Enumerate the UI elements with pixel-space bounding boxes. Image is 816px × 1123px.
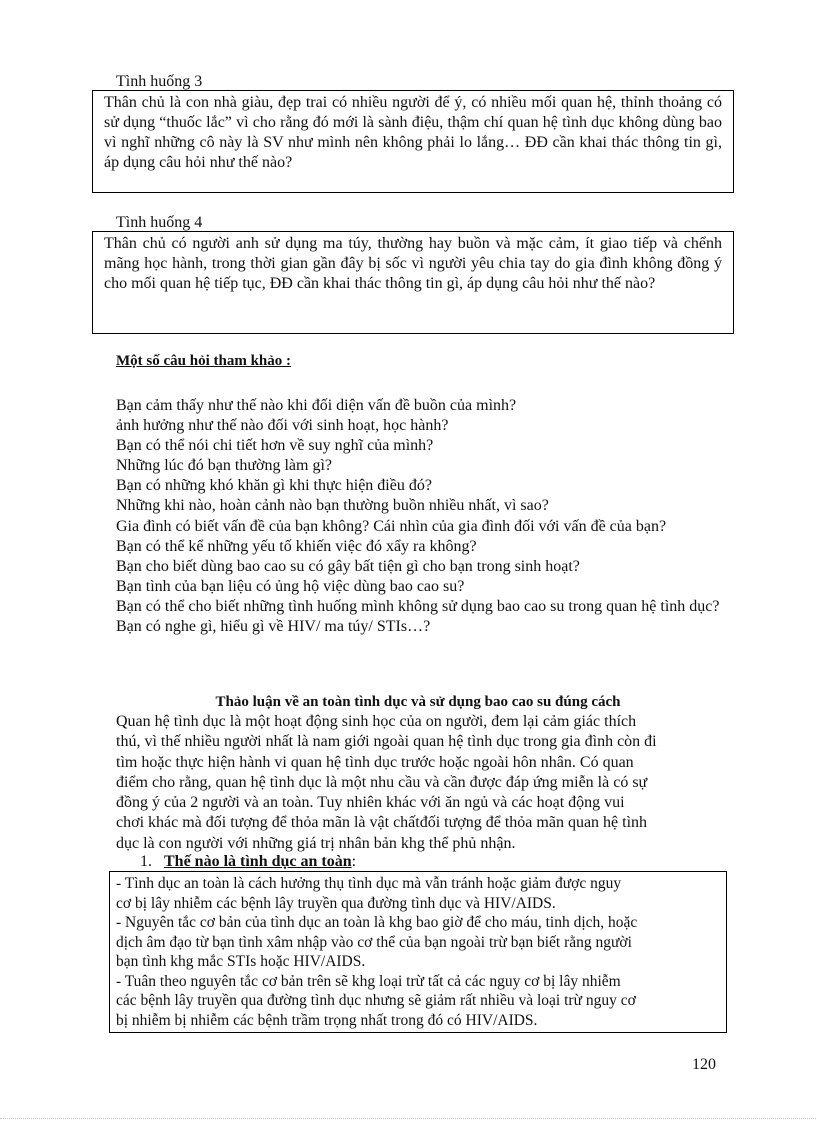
discussion-line: thú, vì thế nhiều người nhất là nam giới ngoài quan hệ tình dục trong gia đình còn đi bbox=[116, 733, 657, 751]
question-item: Những lúc đó bạn thường làm gì? bbox=[116, 457, 332, 475]
safe-sex-line: cơ bị lây nhiễm các bệnh lây truyền qua đường tình dục và HIV/AIDS. bbox=[116, 894, 556, 912]
case4-label: Tình huống 4 bbox=[116, 214, 203, 231]
question-item: Bạn có nghe gì, hiểu gì về HIV/ ma túy/ STIs…? bbox=[116, 618, 431, 636]
question-item: Bạn cho biết dùng bao cao su có gây bất tiện gì cho bạn trong sinh hoạt? bbox=[116, 557, 580, 575]
question-item: Bạn tình của bạn liệu có ủng hộ việc dùng bao cao su? bbox=[116, 577, 465, 595]
discussion-line: Quan hệ tình dục là một hoạt động sinh học của on người, đem lại cảm giác thích bbox=[116, 713, 637, 730]
section-1-heading bbox=[140, 853, 356, 871]
case4-box bbox=[92, 231, 734, 334]
safe-sex-line: - Tuân theo nguyên tắc cơ bản trên sẽ khg loại trừ tất cả các nguy cơ bị lây nhiễm bbox=[116, 972, 621, 990]
section-1-number: 1. bbox=[140, 853, 152, 870]
question-item: ảnh hưởng như thế nào đối với sinh hoạt, học hành? bbox=[116, 417, 449, 435]
question-item: Bạn cảm thấy như thế nào khi đối diện vấn đề buồn của mình? bbox=[116, 397, 517, 414]
section-1-colon: : bbox=[351, 853, 357, 870]
discussion-line: dục là con người với những giá trị nhân bản khg thể phủ nhận. bbox=[116, 834, 516, 852]
question-item: Bạn có thể kể những yếu tố khiến việc đó xẩy ra không? bbox=[116, 537, 477, 555]
case3-box bbox=[92, 90, 734, 193]
question-item: Bạn có thể nói chi tiết hơn về suy nghĩ của mình? bbox=[116, 437, 434, 455]
safe-sex-line: - Tình dục an toàn là cách hưởng thụ tình dục mà vẫn tránh hoặc giảm được nguy bbox=[116, 875, 622, 892]
question-item: Những khi nào, hoàn cảnh nào bạn thường buồn nhiều nhất, vì sao? bbox=[116, 497, 549, 515]
safe-sex-line: bạn tình khg mắc STIs hoặc HIV/AIDS. bbox=[116, 953, 366, 970]
safe-sex-line: dịch âm đạo từ bạn tình xâm nhập vào cơ thể của bạn ngoài trừ bạn biết rằng người bbox=[116, 933, 632, 951]
discussion-line: tìm hoặc thực hiện hành vi quan hệ tình dục trước hoặc ngoài hôn nhân. Có quan bbox=[116, 753, 634, 771]
discussion-title: Thảo luận về an toàn tình dục và sử dụng bao cao su đúng cách bbox=[215, 694, 621, 710]
safe-sex-line: các bệnh lây truyền qua đường tình dục nhưng sẽ giảm rất nhiều và loại trừ nguy cơ bbox=[116, 992, 636, 1009]
safe-sex-box bbox=[109, 871, 727, 1033]
discussion-line: điểm cho rằng, quan hệ tình dục là một nhu cầu và cần được đáp ứng miễn là có sự bbox=[116, 773, 648, 791]
safe-sex-line: bị nhiễm bị nhiễm các bệnh trầm trọng nhất trong đó có HIV/AIDS. bbox=[116, 1011, 538, 1029]
section-1-title: Thế nào là tình dục an toàn bbox=[164, 853, 352, 870]
page-number: 120 bbox=[692, 1056, 716, 1073]
question-item: Bạn có những khó khăn gì khi thực hiện điều đó? bbox=[116, 477, 432, 495]
discussion-line: chơi khác mà đối tượng để thỏa mãn là vật chấtđối tượng để thỏa mãn quan hệ tình bbox=[116, 814, 648, 832]
case3-text: Thân chủ là con nhà giàu, đẹp trai có nhiều người để ý, có nhiều mối quan hệ, thỉnh thoảng có sử dụng “thuốc lắc” vì cho rằng đó mới là sành điệu, thậm chí quan hệ tình dục không dùng bao vì nghĩ những cô này là SV như mình nên không phải lo lắng… ĐĐ cần khai thác thông tin gì, áp dụng câu hỏi như thế nào? bbox=[104, 94, 722, 171]
discussion-line: đồng ý của 2 người và an toàn. Tuy nhiên khác với ăn ngủ và các hoạt động vui bbox=[116, 794, 625, 812]
case4-text: Thân chủ có người anh sử dụng ma túy, thường hay buồn và mặc cảm, ít giao tiếp và chểnh mãng học hành, trong thời gian gần đây bị sốc vì người yêu chia tay do gia đình không đồng ý cho mối quan hệ tiếp tục, ĐĐ cần khai thác thông tin gì, áp dụng câu hỏi như thế nào? bbox=[104, 235, 722, 292]
safe-sex-line: - Nguyên tắc cơ bản của tình dục an toàn là khg bao giờ để cho máu, tinh dịch, hoặc bbox=[116, 914, 638, 931]
case3-label: Tình huống 3 bbox=[116, 73, 203, 90]
discussion-body bbox=[116, 712, 726, 854]
question-list bbox=[116, 396, 720, 637]
references-title: Một số câu hỏi tham khảo : bbox=[116, 353, 292, 369]
question-item: Bạn có thể cho biết những tình huống mình không sử dụng bao cao su trong quan hệ tình dục? bbox=[116, 597, 720, 615]
question-item: Gia đình có biết vấn đề của bạn không? Cái nhìn của gia đình đối với vấn đề của bạn? bbox=[116, 517, 667, 535]
footer-divider bbox=[0, 1118, 816, 1119]
